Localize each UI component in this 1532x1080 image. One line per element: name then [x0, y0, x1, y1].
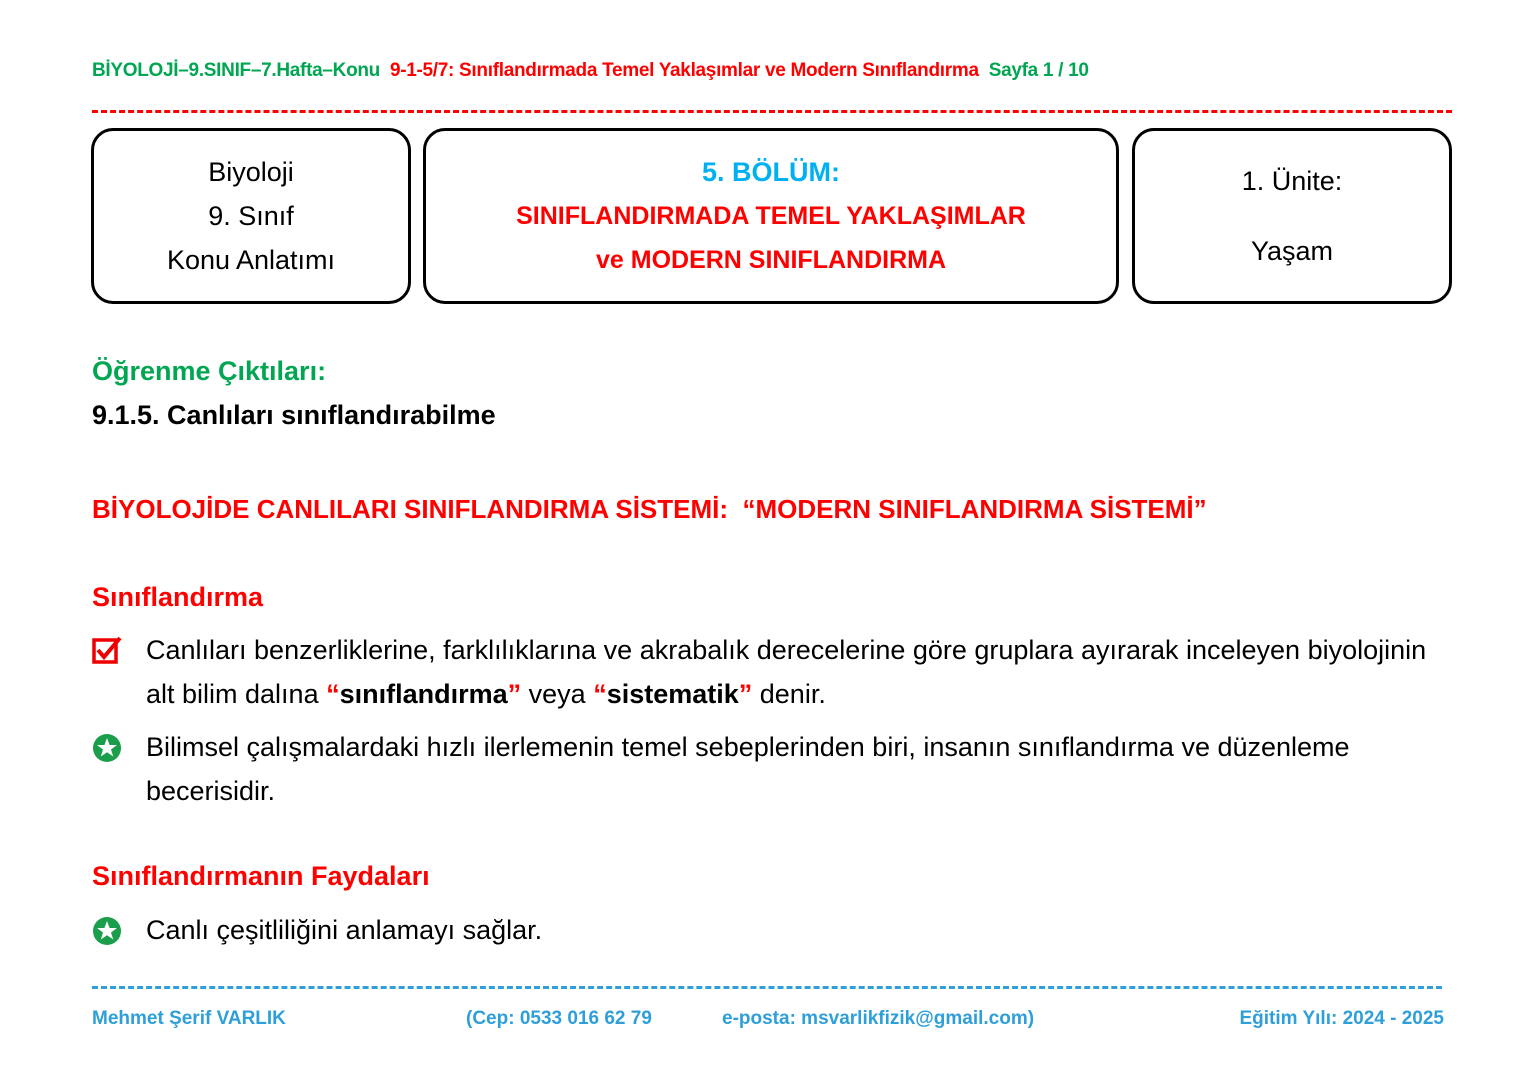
star-circle-icon — [92, 916, 122, 946]
section-title-line2: ve MODERN SINIFLANDIRMA — [595, 246, 946, 274]
course-type: Konu Anlatımı — [166, 245, 336, 275]
item-text: Canlı çeşitliliğini anlamayı sağlar. — [146, 915, 543, 945]
system-label: BİYOLOJİDE CANLILARI SINIFLANDIRMA SİSTEMİ: — [92, 494, 729, 524]
course-box — [91, 128, 411, 304]
term-siniflandirma: sınıflandırma — [339, 679, 508, 709]
header-course: BİYOLOJİ–9.SINIF–7.Hafta–Konu — [92, 60, 380, 81]
item-text: Canlıları benzerliklerine, farklılıklarına ve akrabalık derecelerine göre gruplara ayırarak inceleyen biyolojinin alt bilim dalına — [146, 635, 1427, 709]
list-item — [92, 628, 1456, 716]
quote: “ — [326, 679, 340, 709]
footer-year: Eğitim Yılı: 2024 - 2025 — [1239, 1008, 1444, 1029]
section-title-box — [423, 128, 1119, 304]
list-item — [92, 725, 1456, 813]
quote: ” — [738, 679, 753, 709]
quote: ” — [507, 679, 522, 709]
section-title-line1: SINIFLANDIRMADA TEMEL YAKLAŞIMLAR — [516, 202, 1026, 230]
classification-heading: Sınıflandırma — [92, 582, 264, 612]
quote: “ — [593, 679, 607, 709]
footer-email: e-posta: msvarlikfizik@gmail.com) — [722, 1008, 1035, 1029]
header-page: Sayfa 1 / 10 — [988, 60, 1089, 81]
outcomes-heading: Öğrenme Çıktıları: — [92, 356, 327, 386]
section-number: 5. BÖLÜM: — [702, 157, 840, 187]
course-grade: 9. Sınıf — [208, 201, 294, 231]
page-header — [92, 60, 1089, 82]
header-topic: 9-1-5/7: Sınıflandırmada Temel Yaklaşımlar ve Modern Sınıflandırma — [389, 60, 979, 81]
item-text: denir. — [752, 679, 826, 709]
unit-box — [1132, 128, 1452, 304]
unit-number: 1. Ünite: — [1241, 166, 1343, 196]
system-heading — [92, 494, 1207, 525]
course-subject: Biyoloji — [208, 157, 294, 187]
benefits-heading: Sınıflandırmanın Faydaları — [92, 861, 430, 891]
footer-divider — [92, 986, 1442, 989]
header-divider — [92, 110, 1452, 113]
outcome-item: 9.1.5. Canlıları sınıflandırabilme — [92, 400, 496, 430]
checkbox-checked-icon — [92, 636, 122, 664]
unit-name: Yaşam — [1250, 236, 1334, 266]
list-item — [92, 908, 1456, 952]
footer-author: Mehmet Şerif VARLIK — [92, 1008, 286, 1029]
item-text: veya — [521, 679, 594, 709]
item-text: Bilimsel çalışmalardaki hızlı ilerlemenin temel sebeplerinden biri, insanın sınıflandırma ve düzenleme becerisidir. — [146, 732, 1350, 806]
footer-phone: (Cep: 0533 016 62 79 — [466, 1008, 652, 1029]
term-sistematik: sistematik — [606, 679, 739, 709]
system-name: “MODERN SINIFLANDIRMA SİSTEMİ” — [742, 494, 1207, 524]
star-circle-icon — [92, 733, 122, 763]
